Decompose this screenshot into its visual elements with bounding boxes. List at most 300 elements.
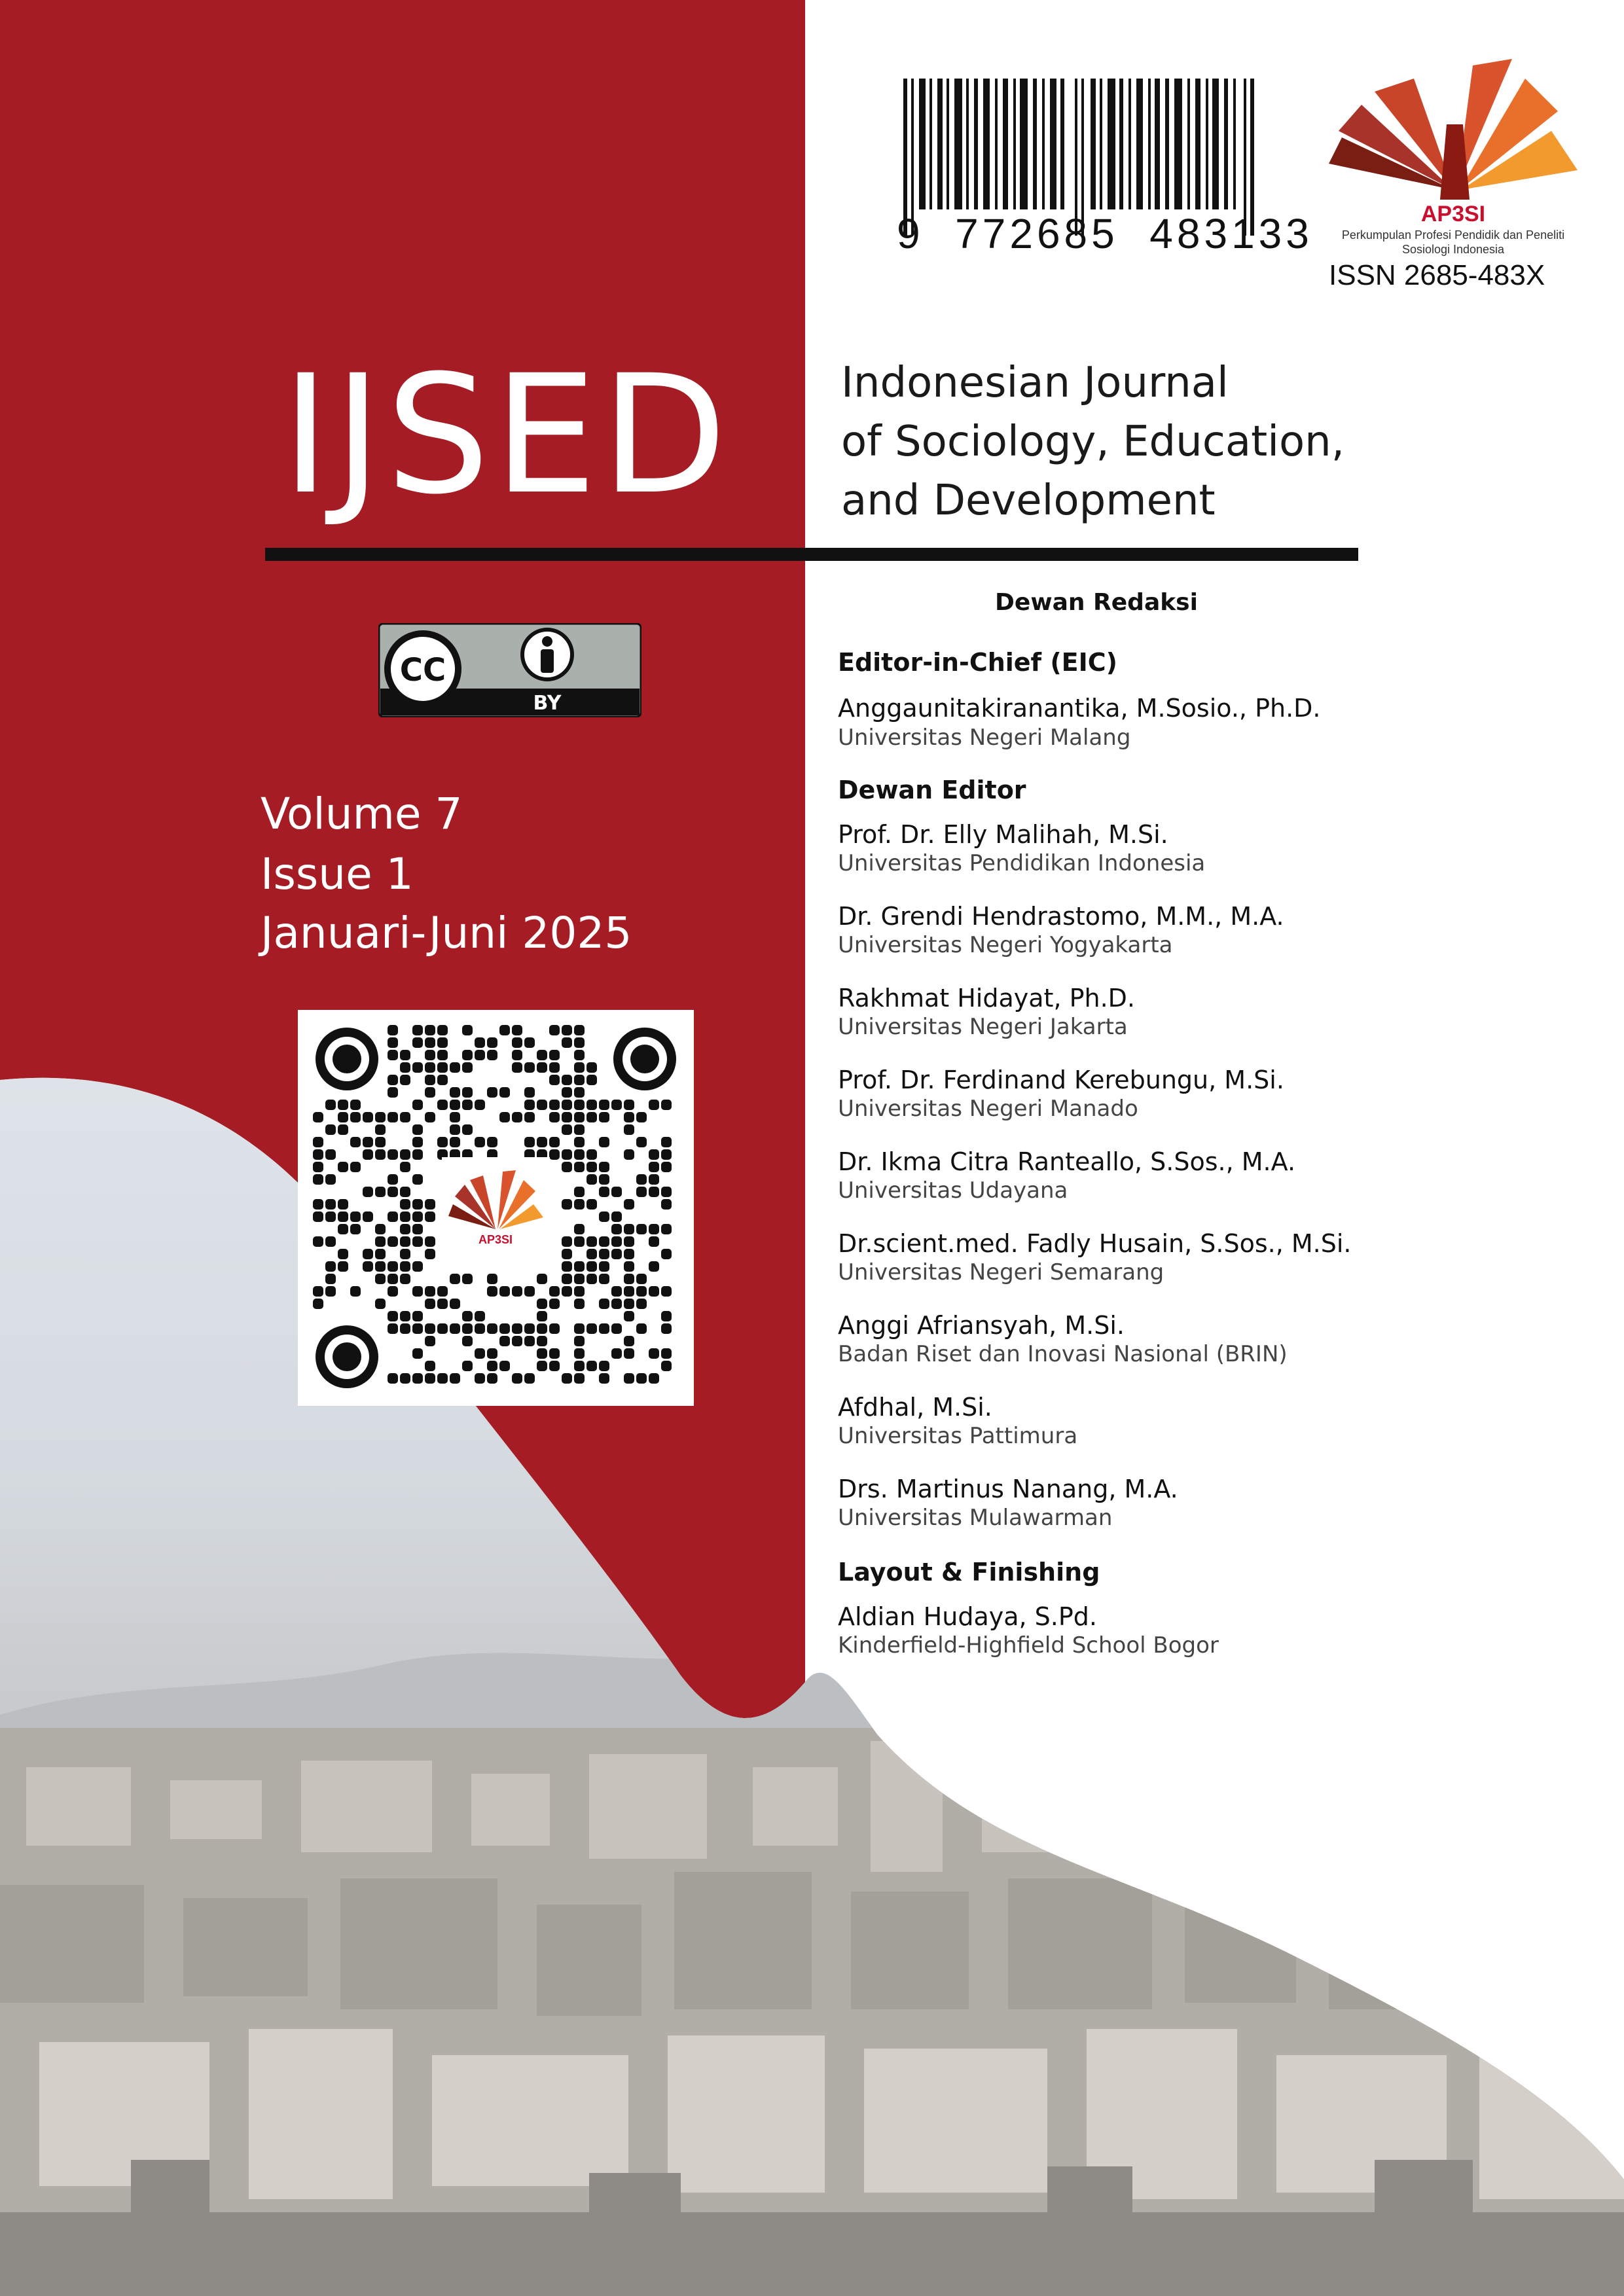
qr-module (611, 1323, 622, 1334)
qr-module (475, 1348, 485, 1359)
qr-module (574, 1075, 585, 1085)
qr-module (450, 1299, 460, 1309)
qr-module (624, 1224, 634, 1234)
qr-module (400, 1199, 410, 1210)
qr-module (599, 1361, 609, 1371)
qr-module (388, 1286, 398, 1297)
qr-module (450, 1124, 460, 1135)
qr-module (611, 1236, 622, 1247)
qr-module (649, 1236, 659, 1247)
qr-module (574, 1348, 585, 1359)
qr-module (586, 1112, 597, 1122)
qr-module (624, 1336, 634, 1346)
qr-module (412, 1025, 423, 1035)
qr-module (586, 1075, 597, 1085)
qr-module (661, 1162, 672, 1172)
qr-module (400, 1062, 410, 1073)
qr-module (388, 1211, 398, 1222)
qr-module (586, 1162, 597, 1172)
barcode-digits: 9 772685 483133 (897, 210, 1313, 257)
qr-module (624, 1149, 634, 1160)
qr-module (425, 1062, 435, 1073)
editor-name: Anggi Afriansyah, M.Si. (838, 1311, 1125, 1340)
qr-module (363, 1211, 373, 1222)
qr-module (325, 1174, 336, 1185)
qr-module (562, 1236, 572, 1247)
qr-module (462, 1361, 473, 1371)
qr-module (537, 1062, 547, 1073)
qr-module (611, 1211, 622, 1222)
editor-affiliation: Universitas Negeri Jakarta (838, 1014, 1128, 1040)
qr-module (661, 1348, 672, 1359)
editor-name: Prof. Dr. Elly Malihah, M.Si. (838, 820, 1168, 849)
qr-module (338, 1261, 348, 1272)
qr-module (574, 1361, 585, 1371)
qr-module (425, 1236, 435, 1247)
qr-module (599, 1174, 609, 1185)
qr-module (487, 1286, 497, 1297)
publisher-abbrev: AP3SI (1420, 202, 1486, 226)
editor-affiliation: Universitas Udayana (838, 1177, 1068, 1204)
editor-name: Dr.scient.med. Fadly Husain, S.Sos., M.Si. (838, 1229, 1352, 1258)
qr-module (475, 1037, 485, 1048)
qr-module (363, 1187, 373, 1197)
qr-module (412, 1224, 423, 1234)
qr-module (649, 1373, 659, 1384)
qr-module (338, 1124, 348, 1135)
qr-module (524, 1323, 535, 1334)
qr-module (375, 1149, 386, 1160)
qr-module (313, 1112, 323, 1122)
qr-module (512, 1050, 522, 1060)
qr-module (437, 1100, 448, 1110)
editor-affiliation: Universitas Mulawarman (838, 1505, 1113, 1531)
qr-module (624, 1311, 634, 1321)
qr-module (313, 1236, 323, 1247)
qr-module (524, 1286, 535, 1297)
qr-module (400, 1112, 410, 1122)
qr-module (524, 1373, 535, 1384)
editor-affiliation: Universitas Negeri Manado (838, 1096, 1138, 1122)
qr-module (499, 1087, 510, 1098)
qr-module (475, 1137, 485, 1147)
qr-module (661, 1224, 672, 1234)
qr-module (400, 1323, 410, 1334)
qr-module (599, 1373, 609, 1384)
qr-module (512, 1336, 522, 1346)
qr-module (487, 1037, 497, 1048)
qr-module (599, 1299, 609, 1309)
qr-module (313, 1286, 323, 1297)
cc-by-license-icon (378, 623, 641, 717)
qr-module (661, 1149, 672, 1160)
editor-affiliation: Universitas Negeri Yogyakarta (838, 932, 1173, 958)
editor-affiliation: Universitas Pattimura (838, 1423, 1078, 1449)
qr-module (437, 1299, 448, 1309)
qr-module (437, 1075, 448, 1085)
qr-module (599, 1211, 609, 1222)
qr-module (549, 1025, 560, 1035)
qr-module (350, 1137, 361, 1147)
qr-module (574, 1336, 585, 1346)
qr-module (574, 1050, 585, 1060)
qr-module (425, 1037, 435, 1048)
qr-module (624, 1299, 634, 1309)
qr-module (649, 1149, 659, 1160)
qr-module (537, 1274, 547, 1284)
qr-module (400, 1373, 410, 1384)
qr-module (462, 1087, 473, 1098)
qr-module (400, 1162, 410, 1172)
qr-module (636, 1299, 647, 1309)
qr-module (487, 1373, 497, 1384)
qr-module (425, 1286, 435, 1297)
qr-module (661, 1100, 672, 1110)
qr-module (437, 1373, 448, 1384)
qr-module (475, 1323, 485, 1334)
qr-module (388, 1274, 398, 1284)
editor-affiliation: Badan Riset dan Inovasi Nasional (BRIN) (838, 1341, 1288, 1367)
publisher-name-line2: Sosiologi Indonesia (1401, 243, 1505, 256)
qr-module (599, 1162, 609, 1172)
qr-module (313, 1299, 323, 1309)
qr-module (512, 1025, 522, 1035)
qr-module (499, 1361, 510, 1371)
editor-affiliation: Universitas Negeri Semarang (838, 1259, 1164, 1285)
publisher-name (1309, 228, 1597, 257)
qr-module (412, 1199, 423, 1210)
qr-module (325, 1236, 336, 1247)
editor-name: Rakhmat Hidayat, Ph.D. (838, 984, 1136, 1013)
layout-section-title: Layout & Finishing (838, 1558, 1100, 1587)
qr-module (574, 1100, 585, 1110)
qr-module (313, 1162, 323, 1172)
qr-module (611, 1100, 622, 1110)
qr-module (537, 1336, 547, 1346)
qr-module (586, 1361, 597, 1371)
qr-module (437, 1037, 448, 1048)
qr-module (425, 1323, 435, 1334)
qr-module (388, 1075, 398, 1085)
qr-module (549, 1062, 560, 1073)
qr-module (325, 1261, 336, 1272)
journal-acronym: IJSED (281, 340, 731, 530)
qr-module (649, 1348, 659, 1359)
qr-module (313, 1174, 323, 1185)
qr-module (425, 1050, 435, 1060)
qr-module (562, 1162, 572, 1172)
publisher-name-line1: Perkumpulan Profesi Pendidik dan Peneliti (1341, 228, 1565, 242)
layout-affiliation: Kinderfield-Highfield School Bogor (838, 1632, 1219, 1659)
qr-module (636, 1174, 647, 1185)
qr-module (437, 1062, 448, 1073)
qr-module (499, 1323, 510, 1334)
qr-module (524, 1100, 535, 1110)
qr-module (661, 1311, 672, 1321)
qr-module (487, 1361, 497, 1371)
qr-module (313, 1199, 323, 1210)
qr-module (437, 1137, 448, 1147)
qr-module (624, 1112, 634, 1122)
editor-name: Prof. Dr. Ferdinand Kerebungu, M.Si. (838, 1066, 1284, 1094)
qr-module (475, 1373, 485, 1384)
qr-module (363, 1112, 373, 1122)
issue-period: Januari-Juni 2025 (261, 908, 632, 958)
city-photo (0, 1047, 1624, 2296)
qr-module (325, 1100, 336, 1110)
qr-module (350, 1100, 361, 1110)
qr-module (338, 1211, 348, 1222)
editor-name: Afdhal, M.Si. (838, 1393, 992, 1422)
board-heading: Dewan Redaksi (995, 589, 1198, 616)
qr-module (599, 1274, 609, 1284)
qr-module (562, 1112, 572, 1122)
qr-module (611, 1299, 622, 1309)
qr-module (425, 1211, 435, 1222)
qr-module (512, 1286, 522, 1297)
qr-module (388, 1112, 398, 1122)
qr-module (624, 1249, 634, 1259)
qr-module (425, 1373, 435, 1384)
qr-module (661, 1286, 672, 1297)
qr-code-icon[interactable] (308, 1020, 684, 1396)
qr-module (487, 1348, 497, 1359)
qr-module (549, 1100, 560, 1110)
qr-module (425, 1087, 435, 1098)
qr-module (611, 1286, 622, 1297)
editors-section-title: Dewan Editor (838, 776, 1026, 804)
qr-module (624, 1236, 634, 1247)
qr-module (649, 1224, 659, 1234)
qr-module (611, 1187, 622, 1197)
qr-module (636, 1224, 647, 1234)
qr-module (487, 1137, 497, 1147)
qr-module (574, 1299, 585, 1309)
qr-module (313, 1137, 323, 1147)
qr-module (599, 1187, 609, 1197)
qr-module (450, 1373, 460, 1384)
qr-module (649, 1174, 659, 1185)
qr-module (549, 1348, 560, 1359)
qr-module (624, 1261, 634, 1272)
qr-logo-abbrev: AP3SI (478, 1233, 513, 1246)
qr-module (388, 1149, 398, 1160)
qr-module (574, 1087, 585, 1098)
qr-module (499, 1336, 510, 1346)
qr-module (537, 1323, 547, 1334)
qr-module (450, 1323, 460, 1334)
qr-module (350, 1112, 361, 1122)
qr-module (524, 1062, 535, 1073)
qr-module (586, 1323, 597, 1334)
qr-module (661, 1249, 672, 1259)
qr-module (499, 1112, 510, 1122)
qr-module (599, 1261, 609, 1272)
qr-module (586, 1249, 597, 1259)
qr-module (562, 1249, 572, 1259)
qr-module (586, 1174, 597, 1185)
qr-module (574, 1124, 585, 1135)
qr-module (400, 1261, 410, 1272)
qr-module (462, 1050, 473, 1060)
editor-name: Dr. Grendi Hendrastomo, M.M., M.A. (838, 902, 1284, 931)
qr-module (388, 1050, 398, 1060)
license-label: BY (533, 692, 562, 715)
qr-module (636, 1373, 647, 1384)
qr-module (388, 1187, 398, 1197)
qr-module (375, 1299, 386, 1309)
qr-module (462, 1062, 473, 1073)
qr-module (611, 1249, 622, 1259)
qr-module (586, 1261, 597, 1272)
qr-module (512, 1037, 522, 1048)
qr-module (388, 1025, 398, 1035)
qr-module (425, 1075, 435, 1085)
qr-module (574, 1224, 585, 1234)
qr-module (624, 1286, 634, 1297)
qr-module (338, 1249, 348, 1259)
qr-module (512, 1323, 522, 1334)
qr-module (636, 1112, 647, 1122)
qr-module (375, 1261, 386, 1272)
qr-module (425, 1199, 435, 1210)
editor-affiliation: Universitas Pendidikan Indonesia (838, 850, 1206, 876)
qr-module (412, 1348, 423, 1359)
qr-module (412, 1286, 423, 1297)
qr-module (499, 1286, 510, 1297)
qr-module (400, 1075, 410, 1085)
qr-module (524, 1137, 535, 1147)
qr-module (363, 1137, 373, 1147)
qr-module (524, 1336, 535, 1346)
qr-module (425, 1336, 435, 1346)
qr-module (599, 1112, 609, 1122)
qr-module (586, 1236, 597, 1247)
qr-module (574, 1149, 585, 1160)
qr-module (524, 1112, 535, 1122)
qr-module (412, 1311, 423, 1321)
qr-module (537, 1361, 547, 1371)
qr-module (661, 1361, 672, 1371)
qr-module (611, 1348, 622, 1359)
qr-module (487, 1087, 497, 1098)
qr-module (375, 1274, 386, 1284)
qr-module (524, 1087, 535, 1098)
qr-module (338, 1112, 348, 1122)
qr-module (325, 1286, 336, 1297)
qr-module (400, 1050, 410, 1060)
qr-module (400, 1211, 410, 1222)
qr-module (649, 1100, 659, 1110)
qr-module (487, 1323, 497, 1334)
qr-module (636, 1137, 647, 1147)
qr-module (375, 1112, 386, 1122)
qr-module (338, 1199, 348, 1210)
qr-module (636, 1323, 647, 1334)
qr-module (350, 1224, 361, 1234)
qr-module (624, 1373, 634, 1384)
qr-module (549, 1149, 560, 1160)
qr-module (537, 1100, 547, 1110)
qr-module (388, 1373, 398, 1384)
qr-module (562, 1037, 572, 1048)
qr-module (400, 1236, 410, 1247)
qr-module (462, 1100, 473, 1110)
qr-module (537, 1137, 547, 1147)
qr-module (375, 1224, 386, 1234)
qr-module (388, 1037, 398, 1048)
journal-full-title-line2: of Sociology, Education, (841, 418, 1345, 466)
qr-module (499, 1025, 510, 1035)
qr-module (462, 1323, 473, 1334)
qr-module (325, 1124, 336, 1135)
qr-module (388, 1261, 398, 1272)
qr-module (363, 1249, 373, 1259)
qr-module (325, 1149, 336, 1160)
qr-module (325, 1199, 336, 1210)
qr-module (574, 1373, 585, 1384)
qr-module (599, 1100, 609, 1110)
qr-module (487, 1050, 497, 1060)
eic-name: Anggaunitakiranantika, M.Sosio., Ph.D. (838, 694, 1321, 723)
qr-module (425, 1361, 435, 1371)
qr-module (586, 1199, 597, 1210)
qr-module (412, 1062, 423, 1073)
qr-module (562, 1025, 572, 1035)
qr-module (574, 1062, 585, 1073)
journal-full-title-line1: Indonesian Journal (841, 359, 1229, 407)
qr-module (363, 1149, 373, 1160)
qr-module (400, 1187, 410, 1197)
qr-module (437, 1323, 448, 1334)
qr-module (412, 1373, 423, 1384)
qr-module (574, 1187, 585, 1197)
qr-module (624, 1100, 634, 1110)
qr-module (586, 1062, 597, 1073)
qr-module (450, 1112, 460, 1122)
qr-module (562, 1373, 572, 1384)
qr-module (412, 1124, 423, 1135)
qr-module (338, 1224, 348, 1234)
qr-module (624, 1274, 634, 1284)
qr-module (562, 1124, 572, 1135)
qr-module (475, 1311, 485, 1321)
qr-module (388, 1311, 398, 1321)
qr-module (549, 1112, 560, 1122)
qr-module (661, 1137, 672, 1147)
qr-module (636, 1187, 647, 1197)
qr-module (537, 1050, 547, 1060)
qr-module (624, 1199, 634, 1210)
qr-module (661, 1187, 672, 1197)
qr-module (450, 1087, 460, 1098)
qr-module (574, 1199, 585, 1210)
qr-module (562, 1087, 572, 1098)
qr-module (450, 1100, 460, 1110)
qr-module (549, 1050, 560, 1060)
qr-module (388, 1236, 398, 1247)
qr-module (636, 1274, 647, 1284)
qr-module (537, 1299, 547, 1309)
qr-module (649, 1286, 659, 1297)
qr-module (425, 1249, 435, 1259)
qr-module (375, 1187, 386, 1197)
qr-module (375, 1249, 386, 1259)
volume: Volume 7 (261, 789, 463, 839)
eic-section-title: Editor-in-Chief (EIC) (838, 648, 1118, 677)
qr-module (649, 1261, 659, 1272)
qr-module (624, 1348, 634, 1359)
